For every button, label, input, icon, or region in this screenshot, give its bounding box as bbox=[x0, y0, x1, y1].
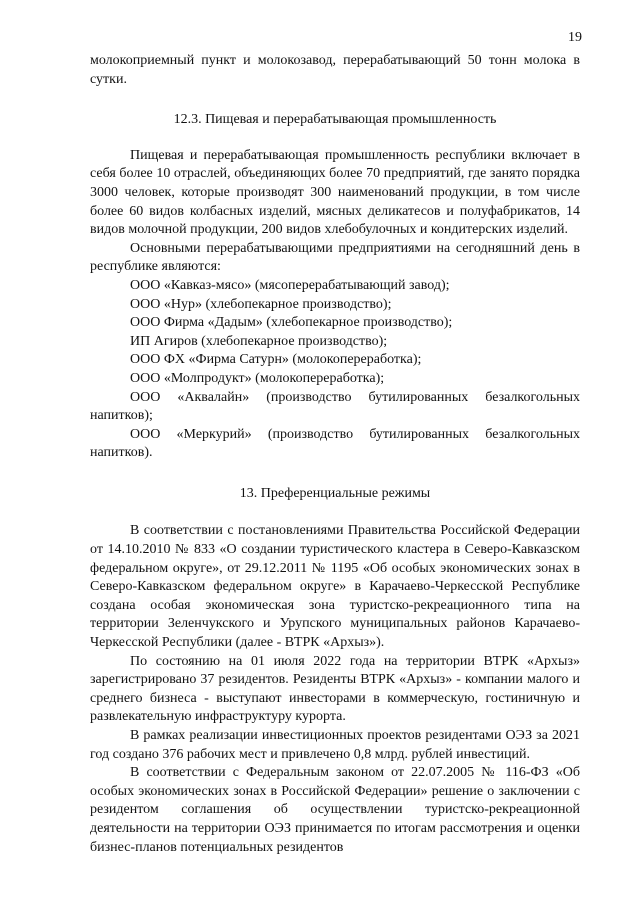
section-13-paragraph: В соответствии с постановлениями Правительства Российской Федерации от 14.10.2010 № 833 «О создании туристического кластера в Северо-Кавказском федеральном округе», от 29.12.2011 № 1195 «Об особых экономических зонах в Северо-Кавказском федеральном округе» в Карачаево-Черкесской Республике создана особая экономическая зона туристско-рекреационного типа на территории Зеленчукского и Урупского муниципальных районов Карачаево-Черкесской Республики (далее - ВТРК «Архыз»). bbox=[90, 523, 580, 651]
section-12-3-paragraph: Основными перерабатывающими предприятиями на сегодняшний день в республике являются: bbox=[90, 240, 580, 275]
enterprise-item: ООО Фирма «Дадым» (хлебопекарное производство); bbox=[130, 315, 453, 331]
section-12-3-heading: 12.3. Пищевая и перерабатывающая промышленность bbox=[173, 112, 497, 128]
enterprise-item: ООО «Кавказ-мясо» (мясоперерабатывающий завод); bbox=[130, 277, 450, 293]
enterprise-item: ООО «Меркурий» (производство бутилированных безалкогольных напитков). bbox=[90, 426, 580, 461]
section-13-paragraph: По состоянию на 01 июля 2022 года на территории ВТРК «Архыз» зарегистрировано 37 резидентов. Резиденты ВТРК «Архыз» - компании малого и среднего бизнеса - выступают инвесторами в коммерческую, гостиничную и развлекательную инфраструктуру курорта. bbox=[90, 653, 580, 725]
page-number: 19 bbox=[568, 30, 582, 45]
enterprise-item: ООО «Аквалайн» (производство бутилированных безалкогольных напитков); bbox=[90, 389, 580, 424]
enterprise-item: ООО ФХ «Фирма Сатурн» (молокопереработка); bbox=[130, 352, 422, 368]
section-13-paragraph: В рамках реализации инвестиционных проектов резидентами ОЭЗ за 2021 год создано 376 рабочих мест и привлечено 0,8 млрд. рублей инвестиций. bbox=[90, 728, 580, 762]
enterprise-item: ООО «Молпродукт» (молокопереработка); bbox=[130, 370, 385, 386]
section-13-paragraph: В соответствии с Федеральным законом от 22.07.2005 № 116-ФЗ «Об особых экономических зонах в Российской Федерации» решение о заключении с резидентом соглашения об осуществлении туристско-рекреационной деятельности на территории ОЭЗ принимается по итогам рассмотрения и оценки бизнес-планов потенциальных резидентов bbox=[90, 765, 580, 855]
intro-fragment: молокоприемный пункт и молокозавод, перерабатывающий 50 тонн молока в сутки. bbox=[90, 53, 580, 87]
section-12-3-paragraph: Пищевая и перерабатывающая промышленность республики включает в себя более 10 отраслей, объединяющих более 70 предприятий, где занято порядка 3000 человек, которые производят 300 наименований продукции, в том числе более 60 видов колбасных изделий, мясных деликатесов и полуфабрикатов, 14 видов молочной продукции, 200 видов хлебобулочных и кондитерских изделий. bbox=[90, 147, 580, 238]
document-body bbox=[90, 52, 580, 857]
enterprise-list bbox=[90, 277, 580, 463]
enterprise-item: ИП Агиров (хлебопекарное производство); bbox=[130, 333, 388, 349]
section-13-heading: 13. Преференциальные режимы bbox=[239, 485, 431, 501]
enterprise-item: ООО «Нур» (хлебопекарное производство); bbox=[130, 296, 392, 312]
